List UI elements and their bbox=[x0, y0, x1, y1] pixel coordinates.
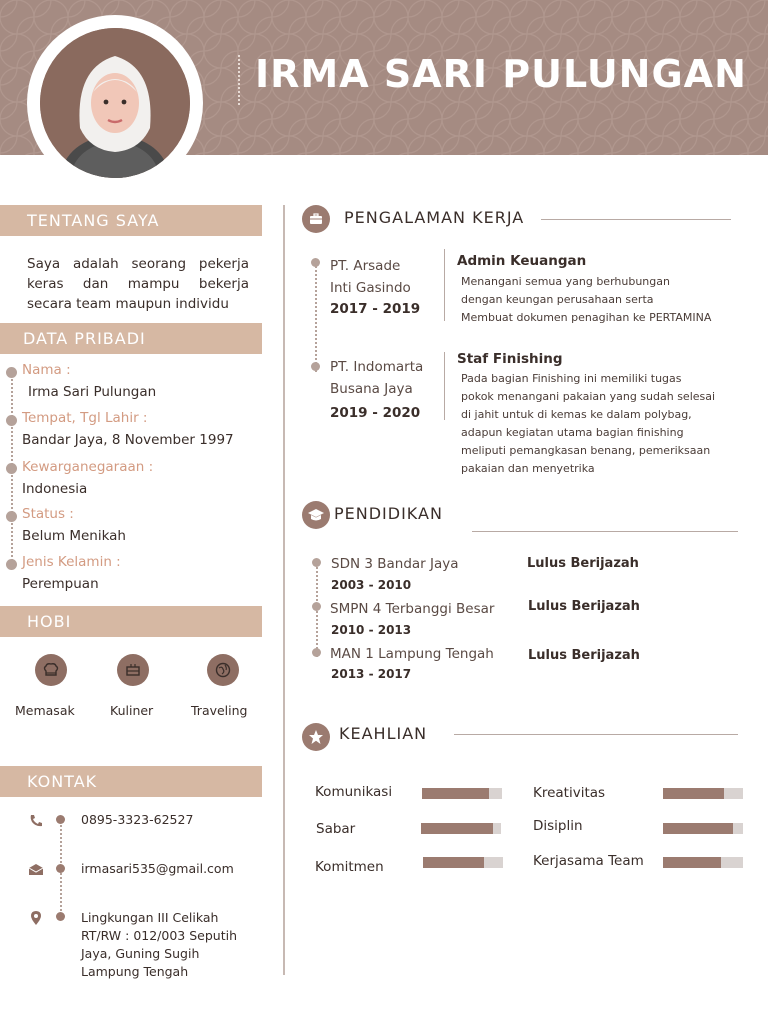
skill-level-fill bbox=[663, 857, 721, 868]
job-description-line: meliputi pemangkasan benang, pemeriksaan bbox=[461, 444, 711, 457]
skill-level-fill bbox=[421, 823, 493, 834]
skill-level-fill bbox=[422, 788, 489, 799]
education-heading: PENDIDIKAN bbox=[334, 504, 443, 523]
timeline-dot bbox=[56, 864, 65, 873]
experience-heading: PENGALAMAN KERJA bbox=[344, 208, 525, 227]
job-description-line: pokok menangani pakaian yang sudah selesai bbox=[461, 390, 716, 403]
skill-label: Kerjasama Team bbox=[533, 853, 644, 869]
timeline-dot bbox=[312, 648, 321, 657]
school-status: Lulus Berijazah bbox=[528, 599, 640, 614]
timeline-dot bbox=[311, 362, 320, 371]
job-description-line: dengan keungan perusahaan serta bbox=[461, 293, 654, 306]
job-description-line: Pada bagian Finishing ini memiliki tugas bbox=[461, 372, 682, 385]
about-text: Saya adalah seorang pekerja keras dan mampu bekerja secara team maupun individu bbox=[27, 256, 249, 312]
skill-level-fill bbox=[423, 857, 484, 868]
contact-heading: KONTAK bbox=[0, 766, 262, 797]
birth-label: Tempat, Tgl Lahir : bbox=[22, 410, 148, 426]
address bbox=[81, 909, 237, 981]
heading-rule bbox=[454, 734, 738, 735]
skill-bar bbox=[663, 823, 743, 834]
gender-label: Jenis Kelamin : bbox=[22, 554, 121, 570]
hobby-label: Traveling bbox=[191, 703, 248, 718]
location-icon bbox=[28, 910, 44, 926]
column-divider bbox=[283, 205, 285, 975]
timeline-dot bbox=[311, 258, 320, 267]
skill-level-fill bbox=[663, 788, 724, 799]
gender-value: Perempuan bbox=[22, 576, 99, 592]
job-description-line: adapun kegiatan utama bagian finishing bbox=[461, 426, 684, 439]
personal-heading: DATA PRIBADI bbox=[0, 323, 262, 354]
name-label: Nama : bbox=[22, 362, 71, 378]
school-years: 2003 - 2010 bbox=[331, 578, 412, 592]
job-description bbox=[461, 273, 746, 327]
phone-number: 0895-3323-62527 bbox=[81, 812, 194, 827]
email-icon bbox=[28, 862, 44, 878]
hobby-label: Memasak bbox=[15, 703, 75, 718]
school-years: 2013 - 2017 bbox=[331, 667, 412, 681]
school-status: Lulus Berijazah bbox=[527, 556, 639, 571]
job-description-line: di jahit untuk di kemas ke dalam polybag, bbox=[461, 408, 692, 421]
birth-value: Bandar Jaya, 8 November 1997 bbox=[22, 432, 234, 448]
email-address: irmasari535@gmail.com bbox=[81, 861, 234, 876]
job-title: Staf Finishing bbox=[457, 351, 563, 367]
skill-bar bbox=[422, 788, 502, 799]
heading-rule bbox=[541, 219, 731, 220]
star-icon bbox=[302, 723, 330, 751]
timeline-dot bbox=[56, 815, 65, 824]
company-line: Busana Jaya bbox=[330, 381, 413, 397]
timeline-dot bbox=[6, 415, 17, 426]
hobby-label: Kuliner bbox=[110, 703, 154, 718]
company-line: PT. Indomarta bbox=[330, 359, 424, 375]
citizenship-label: Kewarganegaraan : bbox=[22, 459, 154, 475]
company-line: PT. Arsade bbox=[330, 258, 401, 274]
skill-bar bbox=[663, 857, 743, 868]
job-description-line: pakaian dan menyetrika bbox=[461, 462, 595, 475]
job-description-line: Membuat dokumen penagihan ke PERTAMINA bbox=[461, 311, 712, 324]
timeline-dot bbox=[6, 367, 17, 378]
citizenship-value: Indonesia bbox=[22, 481, 88, 497]
about-heading: TENTANG SAYA bbox=[0, 205, 262, 236]
school-years: 2010 - 2013 bbox=[331, 623, 412, 637]
food-tray-icon bbox=[117, 654, 149, 686]
timeline-dot bbox=[56, 912, 65, 921]
header-separator bbox=[238, 55, 240, 105]
skill-bar bbox=[421, 823, 501, 834]
company-name bbox=[330, 356, 423, 400]
skill-label: Komitmen bbox=[315, 859, 384, 875]
company-name bbox=[330, 255, 411, 299]
skill-label: Disiplin bbox=[533, 818, 583, 834]
school-name: SDN 3 Bandar Jaya bbox=[331, 556, 459, 572]
hobby-heading: HOBI bbox=[0, 606, 262, 637]
avatar bbox=[40, 28, 190, 178]
skill-label: Sabar bbox=[316, 821, 356, 837]
timeline-dot bbox=[6, 511, 17, 522]
company-line: Inti Gasindo bbox=[330, 280, 411, 296]
job-description-line: Menangani semua yang berhubungan bbox=[461, 275, 670, 288]
briefcase-icon bbox=[302, 205, 330, 233]
timeline-dot bbox=[312, 602, 321, 611]
experience-timeline bbox=[315, 262, 317, 372]
address-line: Lampung Tengah bbox=[81, 964, 189, 979]
job-description bbox=[461, 370, 746, 478]
address-line: Jaya, Guning Sugih bbox=[81, 946, 200, 961]
job-years: 2017 - 2019 bbox=[330, 301, 421, 317]
status-value: Belum Menikah bbox=[22, 528, 126, 544]
heading-rule bbox=[472, 531, 738, 532]
portrait-illustration bbox=[40, 28, 190, 178]
school-name: SMPN 4 Terbanggi Besar bbox=[330, 601, 495, 617]
name-value: Irma Sari Pulungan bbox=[28, 384, 157, 400]
skill-level-fill bbox=[663, 823, 733, 834]
timeline-dot bbox=[6, 559, 17, 570]
school-status: Lulus Berijazah bbox=[528, 648, 640, 663]
school-name: MAN 1 Lampung Tengah bbox=[330, 646, 494, 662]
skill-label: Komunikasi bbox=[315, 784, 393, 800]
phone-icon bbox=[28, 813, 44, 829]
address-line: RT/RW : 012/003 Seputih bbox=[81, 928, 237, 943]
job-rule bbox=[444, 249, 445, 321]
job-title: Admin Keuangan bbox=[457, 253, 587, 269]
graduation-cap-icon bbox=[302, 501, 330, 529]
skill-bar bbox=[663, 788, 743, 799]
status-label: Status : bbox=[22, 506, 74, 522]
timeline-dot bbox=[6, 463, 17, 474]
timeline-dot bbox=[312, 558, 321, 567]
job-years: 2019 - 2020 bbox=[330, 405, 421, 421]
globe-icon bbox=[207, 654, 239, 686]
skill-label: Kreativitas bbox=[533, 785, 606, 801]
chef-hat-icon bbox=[35, 654, 67, 686]
skill-bar bbox=[423, 857, 503, 868]
job-rule bbox=[444, 352, 445, 420]
person-name: IRMA SARI PULUNGAN bbox=[255, 52, 747, 96]
address-line: Lingkungan III Celikah bbox=[81, 910, 219, 925]
skills-heading: KEAHLIAN bbox=[339, 724, 428, 743]
